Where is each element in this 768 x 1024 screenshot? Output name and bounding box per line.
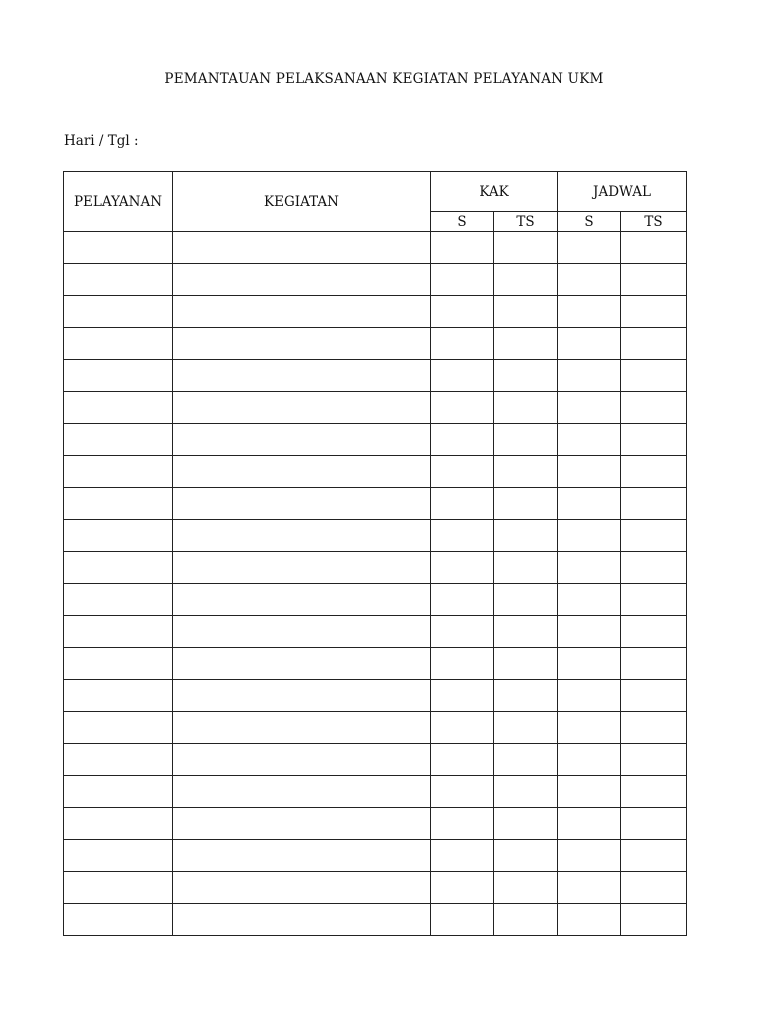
table-row [64, 520, 687, 552]
cell-kak-ts[interactable] [494, 712, 558, 744]
table-row [64, 648, 687, 680]
table-row [64, 296, 687, 328]
header-kak-s: S [431, 212, 494, 232]
table-row [64, 680, 687, 712]
cell-kak-s[interactable] [431, 232, 494, 264]
cell-kegiatan[interactable] [173, 296, 431, 328]
cell-jadwal-ts[interactable] [621, 616, 687, 648]
cell-kak-s[interactable] [431, 616, 494, 648]
cell-jadwal-s[interactable] [558, 488, 621, 520]
cell-jadwal-ts[interactable] [621, 264, 687, 296]
cell-pelayanan[interactable] [64, 840, 173, 872]
cell-kegiatan[interactable] [173, 232, 431, 264]
cell-kak-ts[interactable] [494, 264, 558, 296]
table-row [64, 456, 687, 488]
cell-jadwal-ts[interactable] [621, 648, 687, 680]
cell-jadwal-s[interactable] [558, 392, 621, 424]
table-row [64, 392, 687, 424]
cell-pelayanan[interactable] [64, 776, 173, 808]
cell-pelayanan[interactable] [64, 872, 173, 904]
cell-kak-ts[interactable] [494, 456, 558, 488]
cell-kak-ts[interactable] [494, 616, 558, 648]
cell-jadwal-s[interactable] [558, 744, 621, 776]
cell-pelayanan[interactable] [64, 680, 173, 712]
cell-pelayanan[interactable] [64, 296, 173, 328]
table-row [64, 584, 687, 616]
table-row [64, 360, 687, 392]
cell-jadwal-ts[interactable] [621, 680, 687, 712]
cell-jadwal-ts[interactable] [621, 776, 687, 808]
cell-kegiatan[interactable] [173, 456, 431, 488]
cell-kegiatan[interactable] [173, 840, 431, 872]
cell-kak-s[interactable] [431, 744, 494, 776]
cell-jadwal-s[interactable] [558, 616, 621, 648]
cell-jadwal-ts[interactable] [621, 328, 687, 360]
cell-jadwal-s[interactable] [558, 232, 621, 264]
cell-kak-ts[interactable] [494, 296, 558, 328]
cell-kegiatan[interactable] [173, 360, 431, 392]
cell-jadwal-s[interactable] [558, 712, 621, 744]
cell-jadwal-ts[interactable] [621, 584, 687, 616]
cell-kak-s[interactable] [431, 776, 494, 808]
cell-kegiatan[interactable] [173, 872, 431, 904]
table-row [64, 872, 687, 904]
cell-kak-ts[interactable] [494, 232, 558, 264]
cell-kak-s[interactable] [431, 456, 494, 488]
cell-kak-ts[interactable] [494, 520, 558, 552]
cell-pelayanan[interactable] [64, 424, 173, 456]
cell-kak-ts[interactable] [494, 808, 558, 840]
cell-jadwal-ts[interactable] [621, 296, 687, 328]
cell-kak-ts[interactable] [494, 872, 558, 904]
cell-pelayanan[interactable] [64, 584, 173, 616]
header-kegiatan: KEGIATAN [173, 172, 431, 232]
cell-jadwal-ts[interactable] [621, 744, 687, 776]
cell-kak-s[interactable] [431, 648, 494, 680]
cell-jadwal-s[interactable] [558, 872, 621, 904]
cell-kak-ts[interactable] [494, 584, 558, 616]
cell-jadwal-s[interactable] [558, 904, 621, 936]
cell-kegiatan[interactable] [173, 584, 431, 616]
cell-jadwal-s[interactable] [558, 328, 621, 360]
cell-kak-s[interactable] [431, 392, 494, 424]
cell-pelayanan[interactable] [64, 232, 173, 264]
cell-pelayanan[interactable] [64, 616, 173, 648]
cell-jadwal-ts[interactable] [621, 456, 687, 488]
cell-jadwal-ts[interactable] [621, 712, 687, 744]
cell-pelayanan[interactable] [64, 488, 173, 520]
cell-kak-ts[interactable] [494, 840, 558, 872]
cell-kak-s[interactable] [431, 872, 494, 904]
cell-kak-s[interactable] [431, 680, 494, 712]
cell-pelayanan[interactable] [64, 712, 173, 744]
cell-kak-s[interactable] [431, 584, 494, 616]
cell-kak-ts[interactable] [494, 744, 558, 776]
cell-kak-ts[interactable] [494, 552, 558, 584]
cell-kak-s[interactable] [431, 424, 494, 456]
cell-jadwal-s[interactable] [558, 360, 621, 392]
cell-jadwal-s[interactable] [558, 680, 621, 712]
cell-kak-ts[interactable] [494, 648, 558, 680]
cell-kak-ts[interactable] [494, 392, 558, 424]
cell-jadwal-s[interactable] [558, 808, 621, 840]
cell-kegiatan[interactable] [173, 904, 431, 936]
header-jadwal-ts: TS [621, 212, 687, 232]
document-title: PEMANTAUAN PELAKSANAAN KEGIATAN PELAYANAN UKM [164, 71, 604, 87]
cell-kak-ts[interactable] [494, 328, 558, 360]
cell-kegiatan[interactable] [173, 680, 431, 712]
table-row [64, 488, 687, 520]
table-row [64, 808, 687, 840]
header-jadwal-s: S [558, 212, 621, 232]
table-row [64, 232, 687, 264]
cell-kak-s[interactable] [431, 328, 494, 360]
cell-kak-s[interactable] [431, 488, 494, 520]
cell-jadwal-ts[interactable] [621, 360, 687, 392]
cell-jadwal-s[interactable] [558, 584, 621, 616]
cell-kak-ts[interactable] [494, 904, 558, 936]
cell-pelayanan[interactable] [64, 264, 173, 296]
cell-kegiatan[interactable] [173, 328, 431, 360]
cell-pelayanan[interactable] [64, 360, 173, 392]
cell-pelayanan[interactable] [64, 456, 173, 488]
cell-kak-ts[interactable] [494, 776, 558, 808]
cell-kegiatan[interactable] [173, 808, 431, 840]
table-row [64, 264, 687, 296]
table-row [64, 840, 687, 872]
cell-jadwal-s[interactable] [558, 520, 621, 552]
cell-kak-ts[interactable] [494, 424, 558, 456]
cell-kak-s[interactable] [431, 808, 494, 840]
cell-kegiatan[interactable] [173, 424, 431, 456]
cell-jadwal-ts[interactable] [621, 488, 687, 520]
table-row [64, 744, 687, 776]
cell-jadwal-ts[interactable] [621, 808, 687, 840]
cell-pelayanan[interactable] [64, 392, 173, 424]
cell-kak-s[interactable] [431, 520, 494, 552]
cell-jadwal-ts[interactable] [621, 904, 687, 936]
cell-jadwal-ts[interactable] [621, 392, 687, 424]
table-row [64, 328, 687, 360]
cell-pelayanan[interactable] [64, 904, 173, 936]
cell-jadwal-s[interactable] [558, 424, 621, 456]
cell-kegiatan[interactable] [173, 776, 431, 808]
cell-jadwal-s[interactable] [558, 264, 621, 296]
monitoring-table [63, 171, 687, 936]
cell-pelayanan[interactable] [64, 552, 173, 584]
table-body [64, 232, 687, 936]
cell-kak-s[interactable] [431, 840, 494, 872]
date-label: Hari / Tgl : [64, 133, 139, 149]
table-row [64, 712, 687, 744]
cell-kegiatan[interactable] [173, 712, 431, 744]
cell-jadwal-ts[interactable] [621, 552, 687, 584]
cell-pelayanan[interactable] [64, 648, 173, 680]
cell-pelayanan[interactable] [64, 328, 173, 360]
header-kak: KAK [431, 172, 558, 212]
cell-kak-s[interactable] [431, 264, 494, 296]
cell-jadwal-ts[interactable] [621, 424, 687, 456]
cell-pelayanan[interactable] [64, 744, 173, 776]
cell-kegiatan[interactable] [173, 392, 431, 424]
cell-jadwal-ts[interactable] [621, 840, 687, 872]
cell-jadwal-ts[interactable] [621, 520, 687, 552]
cell-pelayanan[interactable] [64, 808, 173, 840]
cell-kegiatan[interactable] [173, 264, 431, 296]
table-row [64, 904, 687, 936]
table-row [64, 776, 687, 808]
cell-kegiatan[interactable] [173, 488, 431, 520]
cell-kegiatan[interactable] [173, 744, 431, 776]
cell-kegiatan[interactable] [173, 648, 431, 680]
cell-jadwal-s[interactable] [558, 840, 621, 872]
cell-pelayanan[interactable] [64, 520, 173, 552]
cell-jadwal-s[interactable] [558, 296, 621, 328]
table-row [64, 552, 687, 584]
header-pelayanan: PELAYANAN [64, 172, 173, 232]
cell-kak-ts[interactable] [494, 680, 558, 712]
cell-kak-s[interactable] [431, 712, 494, 744]
header-kak-ts: TS [494, 212, 558, 232]
cell-jadwal-s[interactable] [558, 648, 621, 680]
cell-jadwal-s[interactable] [558, 776, 621, 808]
cell-kak-ts[interactable] [494, 360, 558, 392]
cell-kak-s[interactable] [431, 552, 494, 584]
cell-kak-s[interactable] [431, 360, 494, 392]
cell-jadwal-ts[interactable] [621, 872, 687, 904]
header-jadwal: JADWAL [558, 172, 687, 212]
cell-jadwal-ts[interactable] [621, 232, 687, 264]
cell-kak-s[interactable] [431, 296, 494, 328]
cell-kak-ts[interactable] [494, 488, 558, 520]
table-row [64, 616, 687, 648]
cell-kak-s[interactable] [431, 904, 494, 936]
cell-jadwal-s[interactable] [558, 456, 621, 488]
cell-kegiatan[interactable] [173, 520, 431, 552]
cell-kegiatan[interactable] [173, 552, 431, 584]
table-row [64, 424, 687, 456]
cell-kegiatan[interactable] [173, 616, 431, 648]
cell-jadwal-s[interactable] [558, 552, 621, 584]
